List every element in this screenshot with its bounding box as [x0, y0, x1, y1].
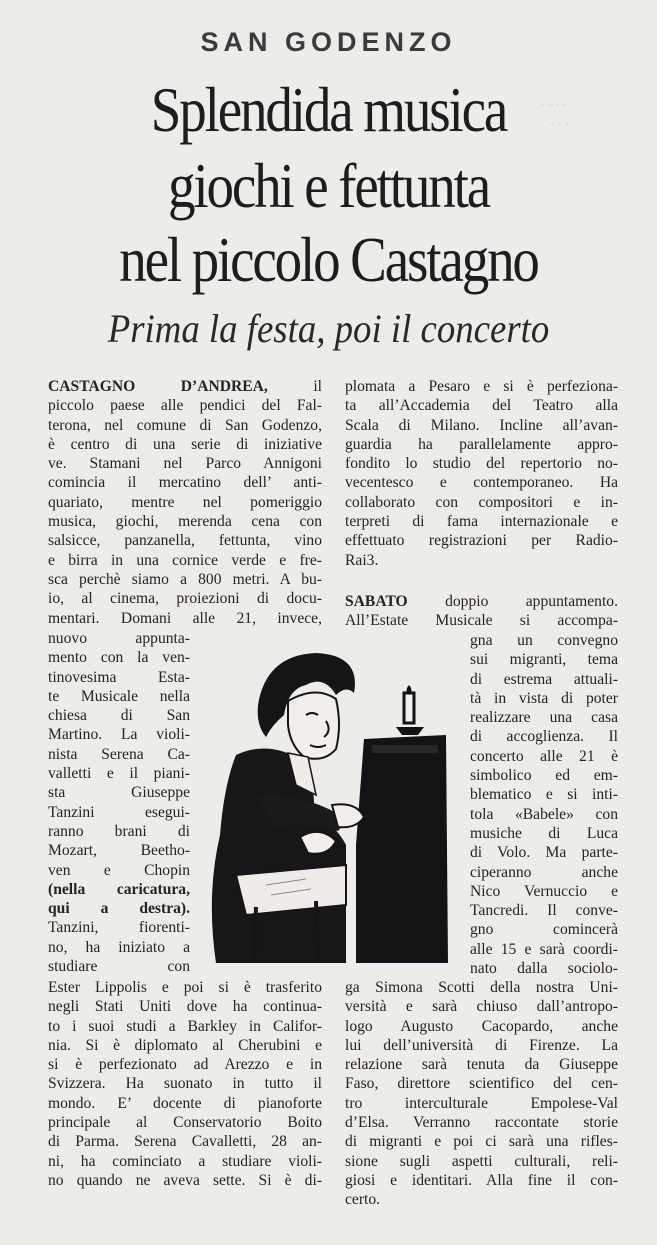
left-column-top: [48, 377, 322, 628]
left-column-line: [48, 551, 322, 570]
left-column-line: [48, 512, 322, 531]
line-text: ve. Stamani nel Parco Annigoni: [48, 455, 322, 473]
sabato-lead-bold: SABATO: [345, 593, 408, 610]
left-column-line: [48, 589, 322, 608]
line-text: piccolo paese alle pendici del Fal-: [48, 397, 322, 415]
left-wrap-line: no, ha iniziato a: [48, 938, 190, 956]
line-text: quariato, mentre nel pomeriggio: [48, 493, 322, 511]
left-bottom-line: Svizzera. Ha suonato in tutto il: [48, 1075, 322, 1093]
line-text: sca perchè siamo a 800 metri. A bu-: [48, 570, 322, 588]
left-column-bottom: [48, 978, 322, 1190]
left-wrap-line: qui a destra).: [48, 900, 190, 918]
right-wrap-line: Tancredi. Il conve-: [470, 902, 618, 920]
line-text: comincia il mercatino dell’ anti-: [48, 474, 322, 492]
headline-line-3: nel piccolo Castagno: [119, 224, 538, 295]
right-bottom-line: versità e sarà chiuso dall’antropo-: [345, 998, 618, 1016]
line-text: è centro di una serie di iniziative: [48, 435, 322, 453]
left-column-line: [48, 531, 322, 550]
left-bottom-line: nia. Si è diplomato al Cherubini e: [48, 1036, 322, 1054]
left-column-line: [48, 396, 322, 415]
line-text: io, al cinema, proiezioni di docu-: [48, 590, 322, 608]
right-paragraph-sabato: [345, 592, 618, 631]
show-through-text: · · · · · · ·: [540, 97, 570, 131]
left-wrap-line: mento con la ven-: [48, 649, 190, 667]
left-wrap-line: nuovo appunta-: [48, 630, 190, 647]
right-wrap-line: di estrema attuali-: [470, 670, 618, 688]
left-bottom-line: to i suoi studi a Barkley in Califor-: [48, 1017, 322, 1035]
left-column-line: [48, 473, 322, 492]
subheadline: Prima la festa, poi il concerto: [107, 306, 550, 351]
left-wrap-line: ven e Chopin: [48, 861, 190, 879]
line-text: mentari. Domani alle 21, invece,: [48, 609, 322, 627]
right-column-top: [345, 377, 618, 570]
right-bottom-line: relazione sarà tenuta da Giuseppe: [345, 1056, 618, 1074]
right-bottom-line: tro interculturale Empolese-Val: [345, 1094, 618, 1112]
left-column-line: [48, 609, 322, 628]
left-bottom-line: Ester Lippolis e poi si è trasferito: [48, 979, 322, 996]
left-wrap-line: Tanzini esegui-: [48, 803, 190, 821]
right-wrap-line: sui migranti, tema: [470, 651, 618, 669]
left-wrap-line: sta Giuseppe: [48, 784, 190, 802]
right-bottom-line: certo.: [345, 1191, 381, 1209]
right-wrap-line: Nico Vernuccio e: [470, 882, 618, 900]
right-wrap-line: musiche di Luca: [470, 824, 618, 842]
left-wrap-line: ranno brani di: [48, 822, 190, 840]
sabato-lead-text: doppio appuntamento.: [407, 593, 618, 610]
left-wrap-line: studiare con: [48, 958, 190, 976]
left-column-line: [48, 416, 322, 435]
right-bottom-line: ga Simona Scotti della nostra Uni-: [345, 979, 618, 996]
right-top-line: Scala di Milano. Incline all’avan-: [345, 416, 618, 434]
left-wrap-line: (nella caricatura,: [48, 880, 190, 898]
right-top-line: ta all’Accademia del Teatro alla: [345, 397, 618, 415]
section-label: SAN GODENZO: [200, 27, 457, 57]
headline-line-2: giochi e fettunta: [167, 150, 490, 221]
left-bottom-line: negli Stati Uniti dove ha continua-: [48, 998, 322, 1016]
right-top-line: fondito lo studio del repertorio no-: [345, 455, 618, 473]
right-bottom-line: Faso, direttore scientifico del cen-: [345, 1075, 618, 1093]
left-bottom-line: ni, ha cominciato a studiare violi-: [48, 1152, 322, 1170]
lead-bold: CASTAGNO D’ANDREA,: [48, 378, 268, 395]
right-wrap-line: realizzare una casa: [470, 709, 618, 727]
right-top-line: guardia ha parallelamente appro-: [345, 435, 618, 453]
headline-line-1: Splendida musica: [150, 74, 507, 145]
right-bottom-line: lui dell’università di Firenze. La: [345, 1036, 618, 1054]
left-column-wrap: [48, 629, 190, 976]
left-bottom-line: principale al Conservatorio Boito: [48, 1114, 322, 1132]
left-bottom-line: mondo. E’ docente di pianoforte: [48, 1094, 322, 1112]
right-column-wrap: [470, 631, 618, 978]
left-column-line: [48, 435, 322, 454]
line-text: il: [267, 378, 322, 395]
right-wrap-line: tola «Babele» con: [470, 805, 618, 823]
right-wrap-line: gna un convegno: [470, 632, 618, 649]
right-top-line: terpreti di fama internazionale e: [345, 513, 618, 531]
left-wrap-line: tinovesima Esta-: [48, 668, 190, 686]
right-wrap-line: di Volo. Ma parte-: [470, 844, 618, 862]
right-wrap-line: nato dalla sociolo-: [470, 960, 618, 978]
right-wrap-line: di accoglienza. Il: [470, 728, 618, 746]
chopin-caricature-illustration: [196, 645, 458, 963]
right-top-line: plomata a Pesaro e si è perfeziona-: [345, 378, 618, 395]
right-top-line: collaborato con compositori e in-: [345, 493, 618, 511]
line-text: salsicce, panzanella, fettunta, vino: [48, 532, 322, 550]
left-wrap-line: Tanzini, fiorenti-: [48, 919, 190, 937]
sabato-first-line: All’Estate Musicale si accompa-: [345, 612, 618, 630]
left-bottom-line: di Parma. Serena Cavalletti, 28 an-: [48, 1133, 322, 1151]
right-bottom-line: giosi e identitari. Alla fine il con-: [345, 1171, 618, 1189]
right-wrap-line: alle 15 e sarà coordi-: [470, 940, 618, 958]
left-column-line: [48, 493, 322, 512]
right-wrap-line: ciperanno anche: [470, 863, 618, 881]
right-wrap-line: concerto alle 21 è: [470, 747, 618, 765]
left-column-line: [48, 570, 322, 589]
left-wrap-line: valletti e il piani-: [48, 765, 190, 783]
left-column-line: [48, 454, 322, 473]
right-wrap-line: blematico e si inti-: [470, 786, 618, 804]
right-top-line: effettuato registrazioni per Radio-: [345, 532, 618, 550]
left-wrap-line: nista Serena Ca-: [48, 745, 190, 763]
line-text: e birra in una cornice verde e fre-: [48, 551, 322, 569]
right-top-line: Rai3.: [345, 551, 379, 569]
right-bottom-line: di migranti e poi ci sarà una rifles-: [345, 1133, 618, 1151]
right-bottom-line: logo Augusto Cacopardo, anche: [345, 1017, 618, 1035]
right-column-bottom: [345, 978, 618, 1210]
right-wrap-line: simbolico ed em-: [470, 767, 618, 785]
left-wrap-line: Martino. La violi-: [48, 726, 190, 744]
left-column-line: [48, 377, 322, 396]
right-bottom-line: d’Elsa. Verranno raccontate storie: [345, 1114, 618, 1132]
left-wrap-line: chiesa di San: [48, 707, 190, 725]
right-wrap-line: tà in vista di poter: [470, 689, 618, 707]
line-text: musica, giochi, merenda cena con: [48, 513, 322, 531]
right-top-line: vecentesco e contemporaneo. Ha: [345, 474, 618, 492]
left-wrap-line: te Musicale nella: [48, 687, 190, 705]
right-bottom-line: sione sugli aspetti culturali, reli-: [345, 1152, 618, 1170]
line-text: terona, nel comune di San Godenzo,: [48, 416, 322, 434]
left-wrap-line: Mozart, Beetho-: [48, 842, 190, 860]
left-bottom-line: no quando ne aveva sette. Si è di-: [48, 1171, 322, 1189]
right-wrap-line: gno comincerà: [470, 921, 618, 939]
left-bottom-line: si è perfezionato ad Arezzo e in: [48, 1056, 322, 1074]
